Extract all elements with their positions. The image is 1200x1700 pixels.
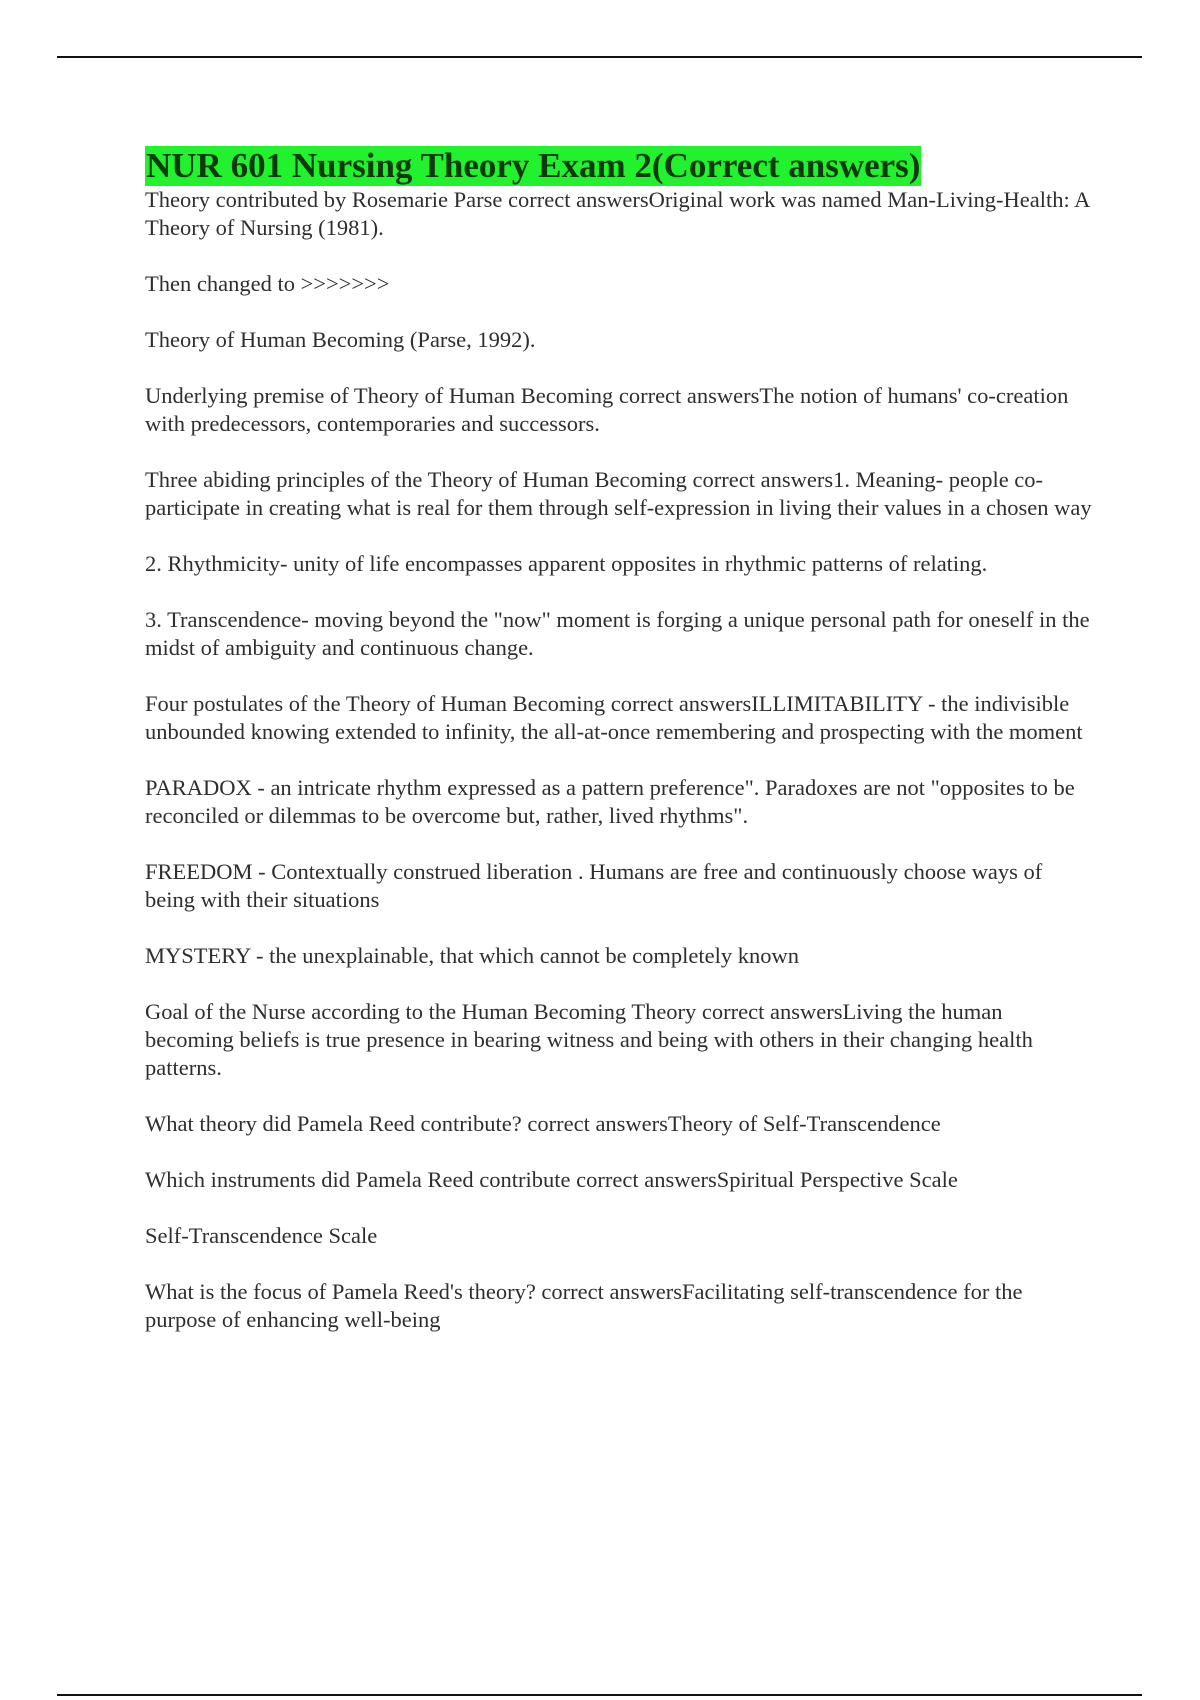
- paragraph-paradox: PARADOX - an intricate rhythm expressed as a pattern preference". Paradoxes are not "opposites to be reconciled or dilemmas to be overcome but, rather, lived rhythms".: [145, 775, 1075, 828]
- paragraph-three-principles: Three abiding principles of the Theory of Human Becoming correct answers1. Meaning- people co-participate in creating what is real for them through self-expression in living their values in a chosen way: [145, 467, 1092, 520]
- paragraph-freedom: FREEDOM - Contextually construed liberation . Humans are free and continuously choose ways of being with their situations: [145, 859, 1043, 912]
- paragraph-four-postulates: Four postulates of the Theory of Human Becoming correct answersILLIMITABILITY - the indivisible unbounded knowing extended to infinity, the all-at-once remembering and prospecting with the moment: [145, 691, 1083, 744]
- paragraph-underlying-premise: Underlying premise of Theory of Human Becoming correct answersThe notion of humans' co-creation with predecessors, contemporaries and successors.: [145, 383, 1069, 436]
- document-title: NUR 601 Nursing Theory Exam 2(Correct answers): [146, 146, 921, 185]
- document-body: [145, 146, 1095, 1362]
- paragraph-transcendence: 3. Transcendence- moving beyond the "now" moment is forging a unique personal path for oneself in the midst of ambiguity and continuous change.: [145, 607, 1090, 660]
- paragraph-mystery: MYSTERY - the unexplainable, that which cannot be completely known: [145, 943, 800, 968]
- paragraph-reed-focus: What is the focus of Pamela Reed's theory? correct answersFacilitating self-transcendence for the purpose of enhancing well-being: [145, 1279, 1023, 1332]
- paragraph-reed-instruments: Which instruments did Pamela Reed contribute correct answersSpiritual Perspective Scale: [145, 1167, 958, 1192]
- paragraph-reed-theory: What theory did Pamela Reed contribute? correct answersTheory of Self-Transcendence: [145, 1111, 941, 1136]
- paragraph-human-becoming: Theory of Human Becoming (Parse, 1992).: [145, 327, 536, 352]
- paragraph-goal-of-nurse: Goal of the Nurse according to the Human Becoming Theory correct answersLiving the human becoming beliefs is true presence in bearing witness and being with others in their changing health patterns.: [145, 999, 1033, 1080]
- paragraph-rhythmicity: 2. Rhythmicity- unity of life encompasses apparent opposites in rhythmic patterns of relating.: [145, 551, 988, 576]
- paragraph-parse-theory: Theory contributed by Rosemarie Parse correct answersOriginal work was named Man-Living-Health: A Theory of Nursing (1981).: [145, 187, 1090, 240]
- header-rule: [57, 56, 1142, 58]
- paragraph-changed-to: Then changed to >>>>>>>: [145, 271, 390, 296]
- footer-rule: [57, 1694, 1142, 1696]
- paragraph-self-transcendence-scale: Self-Transcendence Scale: [145, 1223, 378, 1248]
